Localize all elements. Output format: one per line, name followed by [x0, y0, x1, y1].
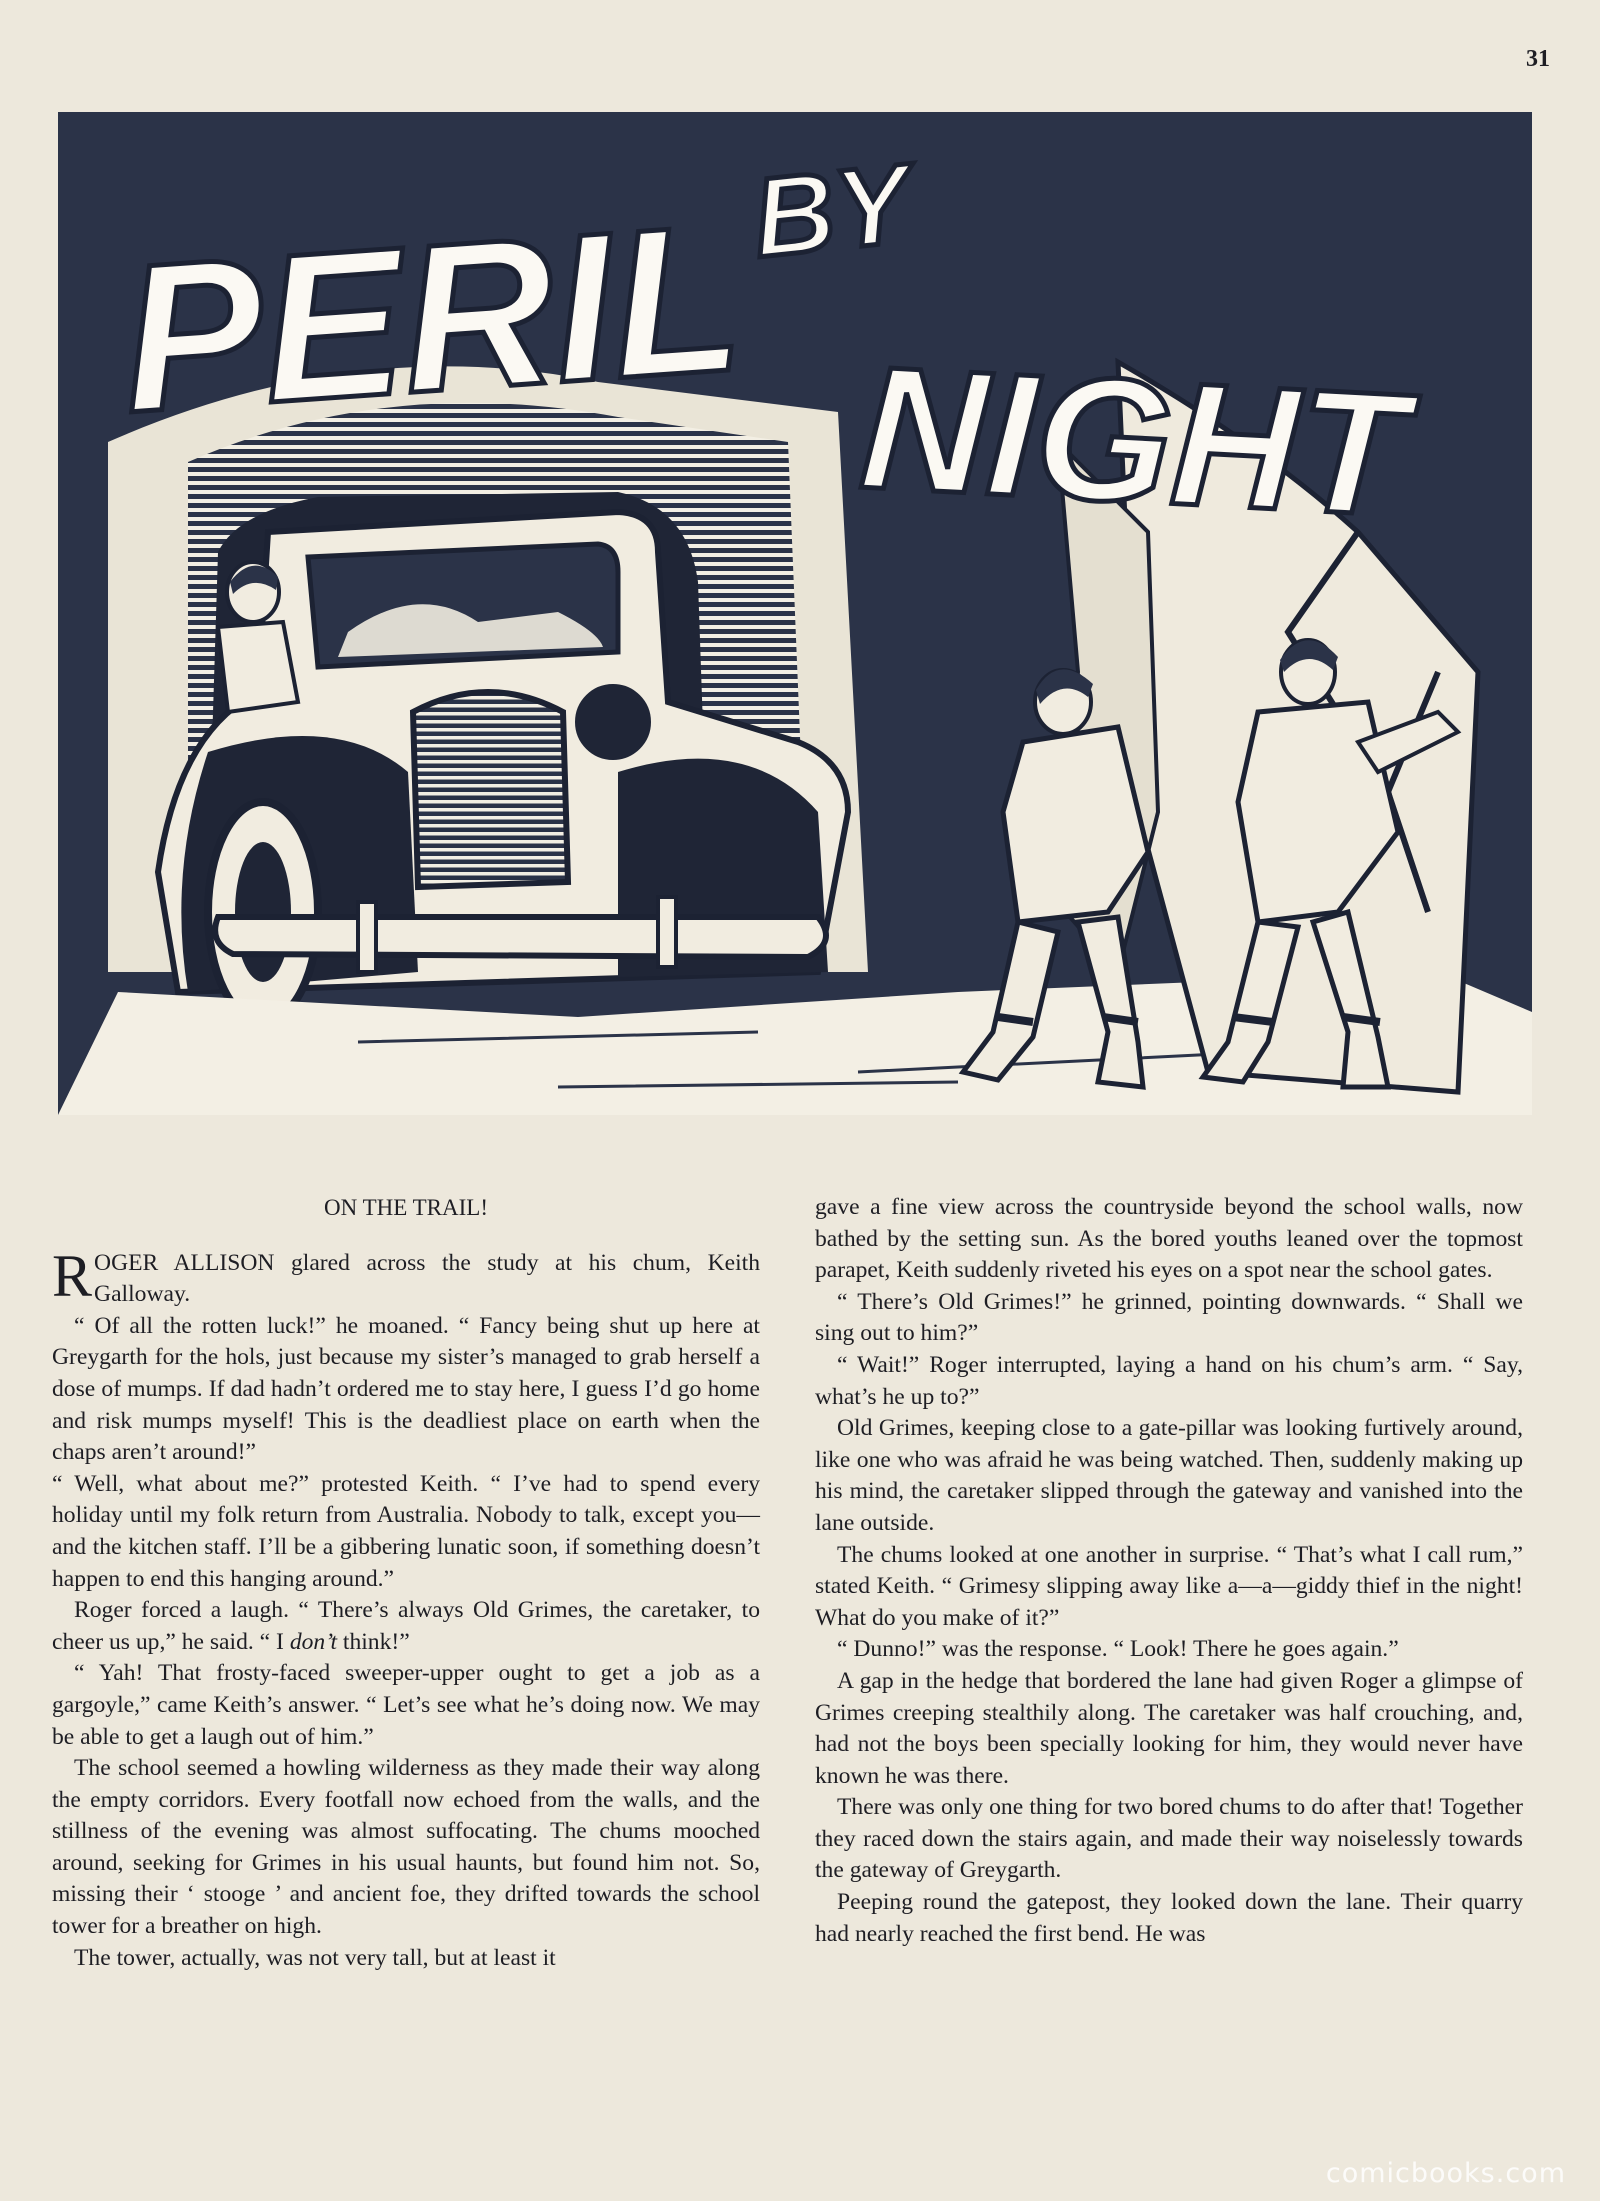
paragraph: The tower, actually, was not very tall, but at least it [74, 1944, 556, 1971]
paragraph: “ There’s Old Grimes!” he grinned, pointing downwards. “ Shall we sing out to him?” [815, 1288, 1523, 1347]
opening-paragraph [52, 1242, 760, 1311]
text-run: Roger forced a laugh. “ There’s always Old Grimes, the caretaker, to cheer us up,” he said. “ I [52, 1597, 760, 1655]
paragraph: A gap in the hedge that bordered the lane had given Roger a glimpse of Grimes creeping stealthily along. The caretaker was half crouching, and, had not the boys been specially looking for him, they would never have known he was there. [815, 1667, 1523, 1789]
watermark: comicbooks.com [1325, 2158, 1566, 2189]
paragraph: Peeping round the gatepost, they looked down the lane. Their quarry had nearly reached the first bend. He was [815, 1889, 1523, 1947]
section-heading: ON THE TRAIL! [324, 1195, 488, 1220]
paragraph: gave a fine view across the countryside beyond the school walls, now bathed by the setting sun. As the bored youths leaned over the topmost parapet, Keith suddenly riveted his eyes on a spot near the school gates. [815, 1194, 1523, 1284]
right-column [815, 1192, 1523, 1950]
page-number: 31 [1526, 46, 1550, 72]
drop-cap: R [52, 1242, 93, 1309]
left-column [52, 1192, 760, 1974]
emphasized-word: don’t [289, 1628, 337, 1655]
title-word-by: BY [747, 140, 916, 281]
paragraph: “ Dunno!” was the response. “ Look! There he goes again.” [837, 1636, 1399, 1663]
text-run: think!” [337, 1628, 410, 1655]
paragraph: Old Grimes, keeping close to a gate-pillar was looking furtively around, like one who was afraid he was being watched. Then, suddenly making up his mind, the caretaker slipped through the gateway and vanished into the lane outside. [815, 1415, 1523, 1536]
story-illustration [58, 112, 1532, 1115]
paragraph: There was only one thing for two bored chums to do after that! Together they raced down the stairs again, and made their way noiselessly towards the gateway of Greygarth. [815, 1794, 1523, 1884]
title-word-peril: PERIL [114, 179, 749, 457]
illustration-art [58, 112, 1532, 1115]
paragraph: “ Wait!” Roger interrupted, laying a hand on his chum’s arm. “ Say, what’s he up to?” [815, 1351, 1523, 1410]
paragraph: “ Yah! That frosty-faced sweeper-upper ought to get a job as a gargoyle,” came Keith’s answer. “ Let’s see what he’s doing now. We may be able to get a laugh out of him.” [52, 1660, 760, 1750]
paragraph [52, 1595, 760, 1658]
paragraph: The chums looked at one another in surprise. “ That’s what I call rum,” stated Keith. “ Grimesy slipping away like a—a—giddy thief in the night! What do you make of it?” [815, 1541, 1523, 1631]
paragraph: The school seemed a howling wilderness as they made their way along the empty corridors. Every footfall now echoed from the walls, and the stillness of the evening was almost suffocating. The chums mooched around, seeking for Grimes in his usual haunts, but found him not. So, missing their ‘ stooge ’ and ancient foe, they drifted towards the school tower for a breather on high. [52, 1755, 760, 1940]
title-word-night: NIGHT [856, 330, 1410, 554]
paragraph: “ Well, what about me?” protested Keith. “ I’ve had to spend every holiday until my folk return from Australia. Nobody to talk, except you—and the kitchen staff. I’ll be a gibbering lunatic soon, if something doesn’t happen to end this hanging around.” [52, 1470, 760, 1592]
opening-paragraph-text: OGER ALLISON glared across the study at his chum, Keith Galloway. [94, 1249, 760, 1308]
paragraph: “ Of all the rotten luck!” he moaned. “ Fancy being shut up here at Greygarth for the hols, just because my sister’s managed to grab herself a dose of mumps. If dad hadn’t ordered me to stay here, I guess I’d go home and risk mumps myself! This is the deadliest place on earth when the chaps aren’t around!” [52, 1312, 760, 1466]
